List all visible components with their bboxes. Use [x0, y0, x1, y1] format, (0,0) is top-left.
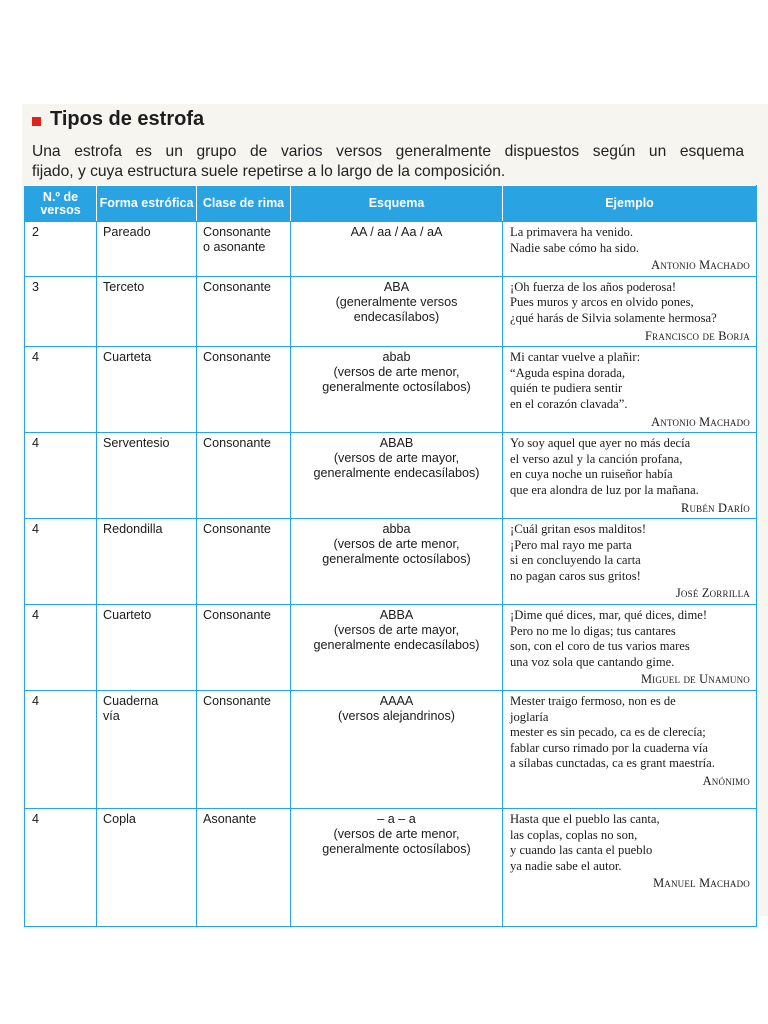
- cell-ejemplo: [503, 519, 757, 605]
- esquema-line: ABBA: [379, 608, 414, 623]
- verse-author: Miguel de Unamuno: [640, 672, 750, 687]
- esquema-line: generalmente octosílabos): [322, 552, 471, 567]
- verse-line: una voz sola que cantando gime.: [510, 654, 675, 669]
- esquema-line: – a – a: [377, 812, 416, 827]
- cell-clase-rima: [197, 519, 291, 605]
- esquema-line: abab: [382, 350, 411, 365]
- esquema-line: (versos alejandrinos): [338, 709, 455, 724]
- cell-clase-rima: [197, 605, 291, 691]
- cell-esquema: [291, 347, 503, 433]
- cell-esquema: [291, 691, 503, 809]
- cell-clase-rima: [197, 809, 291, 927]
- cell-forma-estrofica: [97, 605, 197, 691]
- intro-paragraph: [32, 142, 744, 182]
- forma-line: Pareado: [103, 225, 151, 239]
- cell-num-verses: 4: [25, 519, 97, 605]
- section-title: Tipos de estrofa: [50, 108, 205, 130]
- verse-line: ¿qué harás de Silvia solamente hermosa?: [510, 310, 717, 325]
- cell-ejemplo: [503, 347, 757, 433]
- cell-ejemplo: [503, 809, 757, 927]
- esquema-line: (versos de arte menor,: [333, 827, 460, 842]
- esquema-line: (versos de arte menor,: [333, 537, 460, 552]
- verse-line: Yo soy aquel que ayer no más decía: [510, 436, 691, 451]
- esquema-line: (generalmente versos: [335, 294, 458, 309]
- verse-line: fablar curso rimado por la cuaderna vía: [510, 740, 708, 755]
- forma-line: vía: [103, 709, 120, 724]
- verse-line: son, con el coro de tus varios mares: [510, 639, 690, 654]
- table-row: [25, 809, 757, 927]
- cell-clase-rima: [197, 691, 291, 809]
- verse-line: si en concluyendo la carta: [510, 553, 641, 568]
- cell-forma-estrofica: [97, 222, 197, 277]
- verse-line: Pues muros y arcos en olvido pones,: [510, 295, 694, 310]
- verse-line: en el corazón clavada”.: [510, 396, 628, 411]
- section-heading: [32, 108, 204, 131]
- cell-esquema: [291, 519, 503, 605]
- cell-esquema: [291, 276, 503, 346]
- cell-clase-rima: [197, 222, 291, 277]
- cell-num-verses: 3: [25, 276, 97, 346]
- cell-num-verses: 4: [25, 691, 97, 809]
- cell-forma-estrofica: [97, 276, 197, 346]
- verse-author: José Zorrilla: [675, 586, 750, 601]
- cell-forma-estrofica: [97, 691, 197, 809]
- verse-author: Antonio Machado: [651, 258, 750, 273]
- esquema-line: (versos de arte mayor,: [333, 451, 460, 466]
- forma-line: Cuarteta: [103, 350, 152, 365]
- verse-author: Antonio Machado: [651, 414, 750, 429]
- verse-line: “Aguda espina dorada,: [510, 365, 626, 380]
- cell-clase-rima: [197, 276, 291, 346]
- clase-line: Consonante: [203, 279, 271, 294]
- esquema-line: ABA: [383, 279, 410, 294]
- cell-ejemplo: [503, 605, 757, 691]
- cell-ejemplo: [503, 691, 757, 809]
- cell-forma-estrofica: [97, 347, 197, 433]
- verse-line: Hasta que el pueblo las canta,: [510, 812, 660, 827]
- esquema-line: generalmente octosílabos): [322, 842, 471, 857]
- verse-line: ¡Oh fuerza de los años poderosa!: [510, 279, 677, 294]
- intro-line: Una estrofa es un grupo de varios versos generalmente dispuestos según un esquema: [32, 143, 744, 160]
- cell-forma-estrofica: [97, 809, 197, 927]
- cell-esquema: [291, 809, 503, 927]
- cell-ejemplo: [503, 433, 757, 519]
- clase-line: Consonante: [203, 225, 271, 239]
- verse-line: Pero no me lo digas; tus cantares: [510, 623, 676, 638]
- intro-line: fijado, y cuya estructura suele repetirse a lo largo de la composición.: [32, 163, 506, 180]
- cell-forma-estrofica: [97, 519, 197, 605]
- esquema-line: (versos de arte menor,: [333, 365, 460, 380]
- verse-author: Francisco de Borja: [645, 328, 750, 343]
- cell-clase-rima: [197, 433, 291, 519]
- header-esquema: Esquema: [291, 186, 503, 222]
- clase-line: Consonante: [203, 608, 271, 623]
- page-section: [22, 104, 768, 916]
- verse-line: a sílabas cunctadas, ca es grant maestría.: [510, 756, 715, 771]
- esquema-line: AAAA: [379, 694, 414, 709]
- esquema-line: generalmente octosílabos): [322, 380, 471, 395]
- table-row: [25, 347, 757, 433]
- forma-line: Serventesio: [103, 436, 170, 451]
- cell-num-verses: 2: [25, 222, 97, 277]
- verse-author: Rubén Darío: [680, 500, 750, 515]
- table-row: [25, 222, 757, 277]
- verse-line: quién te pudiera sentir: [510, 381, 623, 396]
- cell-esquema: [291, 222, 503, 277]
- clase-line: Asonante: [203, 812, 257, 827]
- table-header-row: [25, 186, 757, 222]
- table-row: [25, 519, 757, 605]
- verse-line: que era alondra de luz por la mañana.: [510, 482, 699, 497]
- stanza-types-table: [24, 185, 757, 927]
- esquema-line: abba: [382, 522, 411, 537]
- esquema-line: (versos de arte mayor,: [333, 623, 460, 638]
- verse-author: Manuel Machado: [653, 876, 750, 891]
- esquema-line: ABAB: [379, 436, 414, 451]
- verse-line: Mi cantar vuelve a plañir:: [510, 350, 641, 365]
- verse-line: ¡Pero mal rayo me parta: [510, 537, 632, 552]
- forma-line: Cuaderna: [103, 694, 159, 709]
- cell-esquema: [291, 433, 503, 519]
- cell-num-verses: 4: [25, 605, 97, 691]
- verse-line: Nadie sabe cómo ha sido.: [510, 240, 640, 255]
- clase-line: Consonante: [203, 350, 271, 365]
- esquema-line: generalmente endecasílabos): [313, 638, 480, 653]
- cell-num-verses: 4: [25, 809, 97, 927]
- clase-line: Consonante: [203, 694, 271, 709]
- red-square-bullet-icon: [32, 117, 41, 126]
- cell-forma-estrofica: [97, 433, 197, 519]
- verse-line: La primavera ha venido.: [510, 225, 634, 239]
- cell-num-verses: 4: [25, 347, 97, 433]
- clase-line: Consonante: [203, 436, 271, 451]
- verse-line: ¡Cuál gritan esos malditos!: [510, 522, 647, 537]
- verse-line: y cuando las canta el pueblo: [510, 843, 653, 858]
- esquema-line: endecasílabos): [353, 309, 440, 324]
- verse-line: no pagan caros sus gritos!: [510, 568, 641, 583]
- verse-line: ya nadie sabe el autor.: [510, 858, 622, 873]
- header-ejemplo: Ejemplo: [503, 186, 757, 222]
- verse-line: ¡Dime qué dices, mar, qué dices, dime!: [510, 608, 708, 623]
- cell-ejemplo: [503, 222, 757, 277]
- esquema-line: generalmente endecasílabos): [313, 466, 480, 481]
- header-forma-estrofica: Forma estrófica: [97, 186, 197, 222]
- cell-clase-rima: [197, 347, 291, 433]
- clase-line: o asonante: [203, 240, 266, 254]
- clase-line: Consonante: [203, 522, 271, 537]
- verse-line: joglaría: [510, 709, 549, 724]
- table-row: [25, 605, 757, 691]
- verse-line: las coplas, coplas no son,: [510, 827, 638, 842]
- esquema-line: AA / aa / Aa / aA: [350, 225, 443, 239]
- cell-esquema: [291, 605, 503, 691]
- header-num-verses: N.º de versos: [25, 186, 97, 222]
- forma-line: Terceto: [103, 279, 145, 294]
- forma-line: Redondilla: [103, 522, 163, 537]
- verse-line: Mester traigo fermoso, non es de: [510, 694, 676, 709]
- verse-line: mester es sin pecado, ca es de clerecía;: [510, 725, 706, 740]
- verse-line: en cuya noche un ruiseñor había: [510, 467, 673, 482]
- cell-num-verses: 4: [25, 433, 97, 519]
- header-clase-rima: Clase de rima: [197, 186, 291, 222]
- table-row: [25, 691, 757, 809]
- verse-author: Anónimo: [702, 774, 750, 789]
- forma-line: Copla: [103, 812, 136, 827]
- cell-ejemplo: [503, 276, 757, 346]
- table-row: [25, 276, 757, 346]
- forma-line: Cuarteto: [103, 608, 152, 623]
- verse-line: el verso azul y la canción profana,: [510, 451, 683, 466]
- table-row: [25, 433, 757, 519]
